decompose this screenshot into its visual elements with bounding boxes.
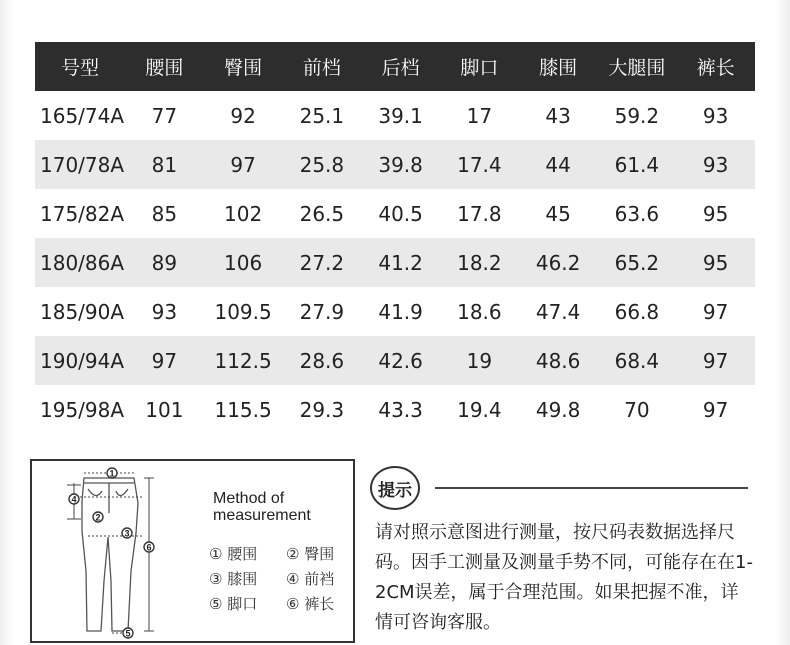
size-code-cell: 195/98A: [35, 385, 125, 434]
column-header: 大腿围: [598, 42, 677, 91]
table-cell: 85: [125, 189, 204, 238]
size-code-cell: 185/90A: [35, 287, 125, 336]
table-cell: 39.1: [361, 91, 440, 140]
column-header: 号型: [35, 42, 125, 91]
column-header: 臀围: [204, 42, 283, 91]
tips-badge: 提示: [370, 466, 420, 510]
table-cell: 97: [204, 140, 283, 189]
table-row: [35, 336, 755, 385]
table-cell: 47.4: [519, 287, 598, 336]
table-cell: 27.2: [283, 238, 362, 287]
marker-1-label: 1: [109, 468, 115, 479]
table-cell: 18.6: [440, 287, 519, 336]
table-cell: 93: [676, 91, 755, 140]
table-cell: 89: [125, 238, 204, 287]
table-cell: 45: [519, 189, 598, 238]
table-cell: 59.2: [598, 91, 677, 140]
table-cell: 41.9: [361, 287, 440, 336]
table-cell: 77: [125, 91, 204, 140]
legend-item-leg-opening: ⑤ 脚口: [209, 595, 258, 613]
legend-item-front-rise: ④ 前裆: [286, 570, 335, 588]
table-row: [35, 140, 755, 189]
method-title-line1: Method of: [213, 490, 285, 507]
method-title: [213, 490, 311, 524]
column-header: 脚口: [440, 42, 519, 91]
table-cell: 93: [676, 140, 755, 189]
marker-4: [69, 494, 79, 505]
table-cell: 29.3: [283, 385, 362, 434]
table-cell: 101: [125, 385, 204, 434]
page-edge-right: [776, 0, 790, 645]
method-title-line2: measurement: [213, 507, 311, 524]
table-cell: 112.5: [204, 336, 283, 385]
table-cell: 26.5: [283, 189, 362, 238]
table-cell: 46.2: [519, 238, 598, 287]
table-cell: 43: [519, 91, 598, 140]
table-cell: 109.5: [204, 287, 283, 336]
marker-1: [107, 468, 117, 479]
table-cell: 39.8: [361, 140, 440, 189]
table-cell: 41.2: [361, 238, 440, 287]
marker-2: [93, 512, 103, 523]
table-cell: 27.9: [283, 287, 362, 336]
table-cell: 97: [676, 287, 755, 336]
table-cell: 28.6: [283, 336, 362, 385]
table-cell: 44: [519, 140, 598, 189]
table-cell: 93: [125, 287, 204, 336]
table-cell: 97: [676, 336, 755, 385]
table-cell: 97: [676, 385, 755, 434]
table-row: [35, 385, 755, 434]
legend-item-knee: ③ 膝围: [209, 570, 258, 588]
legend-item-hip: ② 臀围: [286, 545, 335, 563]
size-code-cell: 190/94A: [35, 336, 125, 385]
table-cell: 92: [204, 91, 283, 140]
page-edge-left: [0, 0, 14, 645]
legend-row: [209, 543, 349, 568]
marker-6: [144, 542, 154, 553]
table-cell: 19.4: [440, 385, 519, 434]
legend-row: [209, 568, 349, 593]
table-row: [35, 189, 755, 238]
trousers-outline: [82, 478, 138, 631]
table-row: [35, 238, 755, 287]
table-cell: 25.8: [283, 140, 362, 189]
table-cell: 17.4: [440, 140, 519, 189]
size-table: [35, 42, 755, 434]
size-code-cell: 165/74A: [35, 91, 125, 140]
table-cell: 115.5: [204, 385, 283, 434]
marker-6-label: 6: [146, 542, 152, 553]
table-cell: 65.2: [598, 238, 677, 287]
marker-5-label: 5: [125, 628, 131, 639]
marker-4-label: 4: [71, 494, 77, 505]
table-cell: 95: [676, 189, 755, 238]
table-cell: 102: [204, 189, 283, 238]
table-cell: 61.4: [598, 140, 677, 189]
measurement-figure: [30, 459, 355, 643]
size-code-cell: 175/82A: [35, 189, 125, 238]
size-code-cell: 180/86A: [35, 238, 125, 287]
table-header-row: [35, 42, 755, 91]
table-cell: 95: [676, 238, 755, 287]
table-cell: 25.1: [283, 91, 362, 140]
table-cell: 18.2: [440, 238, 519, 287]
table-cell: 68.4: [598, 336, 677, 385]
column-header: 后档: [361, 42, 440, 91]
tips-text: 请对照示意图进行测量，按尺码表数据选择尺码。因手工测量及测量手势不同，可能存在在1-2CM误差，属于合理范围。如果把握不准，详情可咨询客服。: [375, 522, 753, 633]
legend-item-length: ⑥ 裤长: [286, 595, 335, 613]
marker-3: [122, 528, 132, 539]
column-header: 前档: [283, 42, 362, 91]
table-body: [35, 91, 755, 434]
legend-row: [209, 593, 349, 618]
table-cell: 66.8: [598, 287, 677, 336]
table-cell: 17: [440, 91, 519, 140]
table-cell: 81: [125, 140, 204, 189]
table-cell: 97: [125, 336, 204, 385]
measurement-guides: [67, 473, 154, 633]
table-cell: 48.6: [519, 336, 598, 385]
legend-item-waist: ① 腰围: [209, 545, 258, 563]
table-cell: 106: [204, 238, 283, 287]
size-code-cell: 170/78A: [35, 140, 125, 189]
table-cell: 63.6: [598, 189, 677, 238]
table-cell: 70: [598, 385, 677, 434]
tips-divider: [435, 487, 748, 489]
table-cell: 40.5: [361, 189, 440, 238]
table-cell: 19: [440, 336, 519, 385]
table-row: [35, 91, 755, 140]
table-row: [35, 287, 755, 336]
marker-5: [123, 628, 133, 639]
column-header: 腰围: [125, 42, 204, 91]
table-cell: 17.8: [440, 189, 519, 238]
table-cell: 42.6: [361, 336, 440, 385]
marker-3-label: 3: [124, 528, 130, 539]
column-header: 膝围: [519, 42, 598, 91]
table-cell: 43.3: [361, 385, 440, 434]
marker-2-label: 2: [95, 512, 101, 523]
measurement-legend: [209, 543, 349, 618]
column-header: 裤长: [676, 42, 755, 91]
table-cell: 49.8: [519, 385, 598, 434]
